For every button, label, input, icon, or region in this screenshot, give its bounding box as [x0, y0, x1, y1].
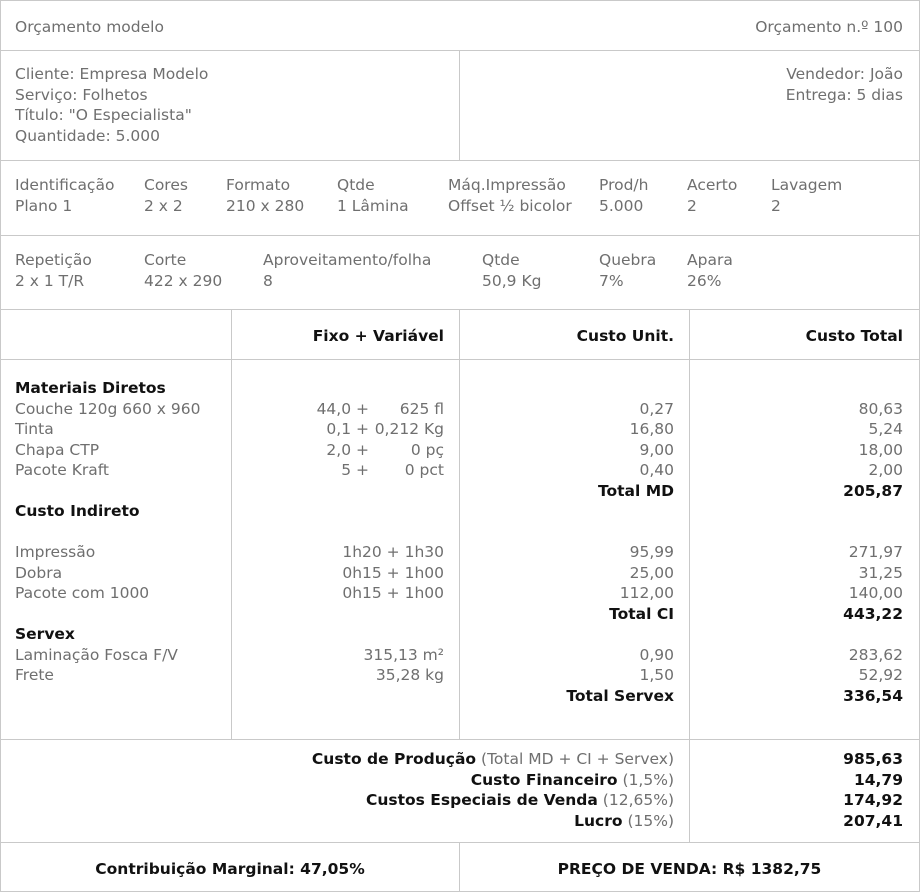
section-title: Servex: [15, 625, 75, 643]
subtotal-label: Total MD: [597, 481, 674, 500]
marginal-contribution: Contribuição Marginal: 47,05%: [95, 860, 365, 878]
seller: Vendedor: João: [786, 65, 903, 83]
financial-cost-value: 14,79: [853, 770, 903, 789]
column-unit-cost: [461, 378, 674, 706]
divider: [689, 310, 690, 740]
table-cell: 315,13 m²: [363, 645, 444, 664]
spec-trim: Apara 26%: [687, 251, 733, 290]
footer-row: [1, 843, 919, 892]
column-items: [15, 378, 201, 686]
table-row: Pacote Kraft: [15, 461, 109, 479]
summary-values: [691, 749, 903, 831]
summary-financial: Custo Financeiro (1,5%): [470, 770, 674, 789]
profit-value: 207,41: [843, 811, 903, 830]
subtotal-value: 336,54: [843, 686, 903, 705]
spec-format: Formato 210 x 280: [226, 176, 305, 215]
client-info: [15, 64, 208, 146]
table-cell: 271,97: [848, 543, 903, 561]
header-total-cost: Custo Total: [805, 327, 903, 345]
table-cell: 1,50: [639, 666, 674, 684]
spec-loss: Quebra 7%: [599, 251, 657, 290]
table-row: Laminação Fosca F/V: [15, 645, 178, 664]
header-row: [1, 1, 919, 51]
table-body: [1, 360, 919, 740]
table-cell: 0,1 + 0,212 Kg: [326, 420, 444, 438]
divider: [689, 740, 690, 843]
seller-info: [786, 64, 903, 105]
divider: [231, 310, 232, 740]
spec-weight: Qtde 50,9 Kg: [482, 251, 542, 290]
spec-washing: Lavagem 2: [771, 176, 843, 215]
table-cell: 1h20 + 1h30: [342, 543, 444, 561]
client-name: Cliente: Empresa Modelo: [15, 65, 209, 83]
table-row: Pacote com 1000: [15, 584, 150, 602]
spec-yield: Aproveitamento/folha 8: [263, 251, 432, 290]
quantity: Quantidade: 5.000: [15, 126, 160, 145]
spec-identification: Identificação Plano 1: [15, 176, 115, 215]
specs-row-1: [1, 161, 919, 236]
subtotal-label: Total Servex: [566, 686, 674, 705]
table-row: Chapa CTP: [15, 440, 100, 459]
table-cell: 283,62: [848, 645, 903, 664]
spec-makeready: Acerto 2: [687, 176, 738, 215]
production-cost-value: 985,63: [843, 750, 903, 768]
spec-colors: Cores 2 x 2: [144, 176, 188, 215]
table-cell: 95,99: [629, 543, 674, 561]
table-cell: 31,25: [858, 563, 903, 582]
subtotal-label: Total CI: [609, 604, 674, 623]
spec-production-rate: Prod/h 5.000: [599, 176, 649, 215]
table-row: Couche 120g 660 x 960: [15, 399, 201, 418]
table-cell: 0h15 + 1h00: [342, 584, 444, 602]
table-cell: 9,00: [639, 440, 674, 459]
summary-production: Custo de Produção (Total MD + CI + Servex): [311, 750, 674, 768]
job-title: Título: "O Especialista": [15, 106, 192, 124]
table-cell: 16,80: [629, 420, 674, 438]
table-cell: 0,27: [639, 399, 674, 418]
subtotal-value: 205,87: [843, 481, 903, 500]
table-row: Tinta: [15, 420, 54, 438]
delivery: Entrega: 5 dias: [785, 85, 903, 104]
table-cell: 0,90: [639, 645, 674, 664]
subtotal-value: 443,22: [843, 604, 903, 623]
divider: [459, 843, 460, 892]
document-title: Orçamento modelo: [15, 18, 164, 36]
table-cell: 25,00: [629, 563, 674, 582]
section-title: Custo Indireto: [15, 502, 140, 520]
sale-price: PREÇO DE VENDA: R$ 1382,75: [557, 860, 822, 878]
divider: [459, 310, 460, 740]
table-cell: 44,0 + 625 fl: [316, 399, 444, 418]
summary-special-sales: Custos Especiais de Venda (12,65%): [365, 791, 674, 809]
client-row: [1, 51, 919, 161]
table-cell: 0,40: [639, 461, 674, 479]
table-cell: 140,00: [848, 584, 903, 602]
header-fixed-variable: Fixo + Variável: [312, 327, 444, 345]
divider: [459, 51, 460, 161]
table-header: [1, 310, 919, 360]
specs-row-2: [1, 236, 919, 310]
table-row: Impressão: [15, 543, 96, 561]
table-row: Dobra: [15, 563, 63, 582]
summary-section: [1, 740, 919, 843]
header-unit-cost: Custo Unit.: [576, 327, 674, 345]
section-title: Materiais Diretos: [15, 379, 166, 397]
table-cell: 0h15 + 1h00: [342, 563, 444, 582]
spec-repetition: Repetição 2 x 1 T/R: [15, 251, 92, 290]
table-cell: 5 + 0 pct: [341, 461, 444, 479]
table-cell: 35,28 kg: [375, 666, 444, 684]
table-cell: 52,92: [858, 666, 903, 684]
spec-quantity: Qtde 1 Lâmina: [337, 176, 409, 215]
table-cell: 18,00: [858, 440, 903, 459]
spec-machine: Máq.Impressão Offset ½ bicolor: [448, 176, 572, 215]
column-fixed-variable: [232, 378, 444, 686]
table-cell: 2,0 + 0 pç: [326, 440, 444, 459]
column-total-cost: [691, 378, 903, 706]
special-sales-cost-value: 174,92: [843, 791, 903, 809]
table-cell: 112,00: [619, 584, 674, 602]
budget-number: Orçamento n.º 100: [755, 18, 903, 36]
table-row: Frete: [15, 666, 54, 684]
table-cell: 2,00: [868, 461, 903, 479]
spec-cut: Corte 422 x 290: [144, 251, 223, 290]
table-cell: 5,24: [868, 420, 903, 438]
summary-profit: Lucro (15%): [574, 811, 674, 830]
table-cell: 80,63: [858, 399, 903, 418]
summary-labels: [1, 749, 674, 831]
service: Serviço: Folhetos: [15, 85, 148, 104]
